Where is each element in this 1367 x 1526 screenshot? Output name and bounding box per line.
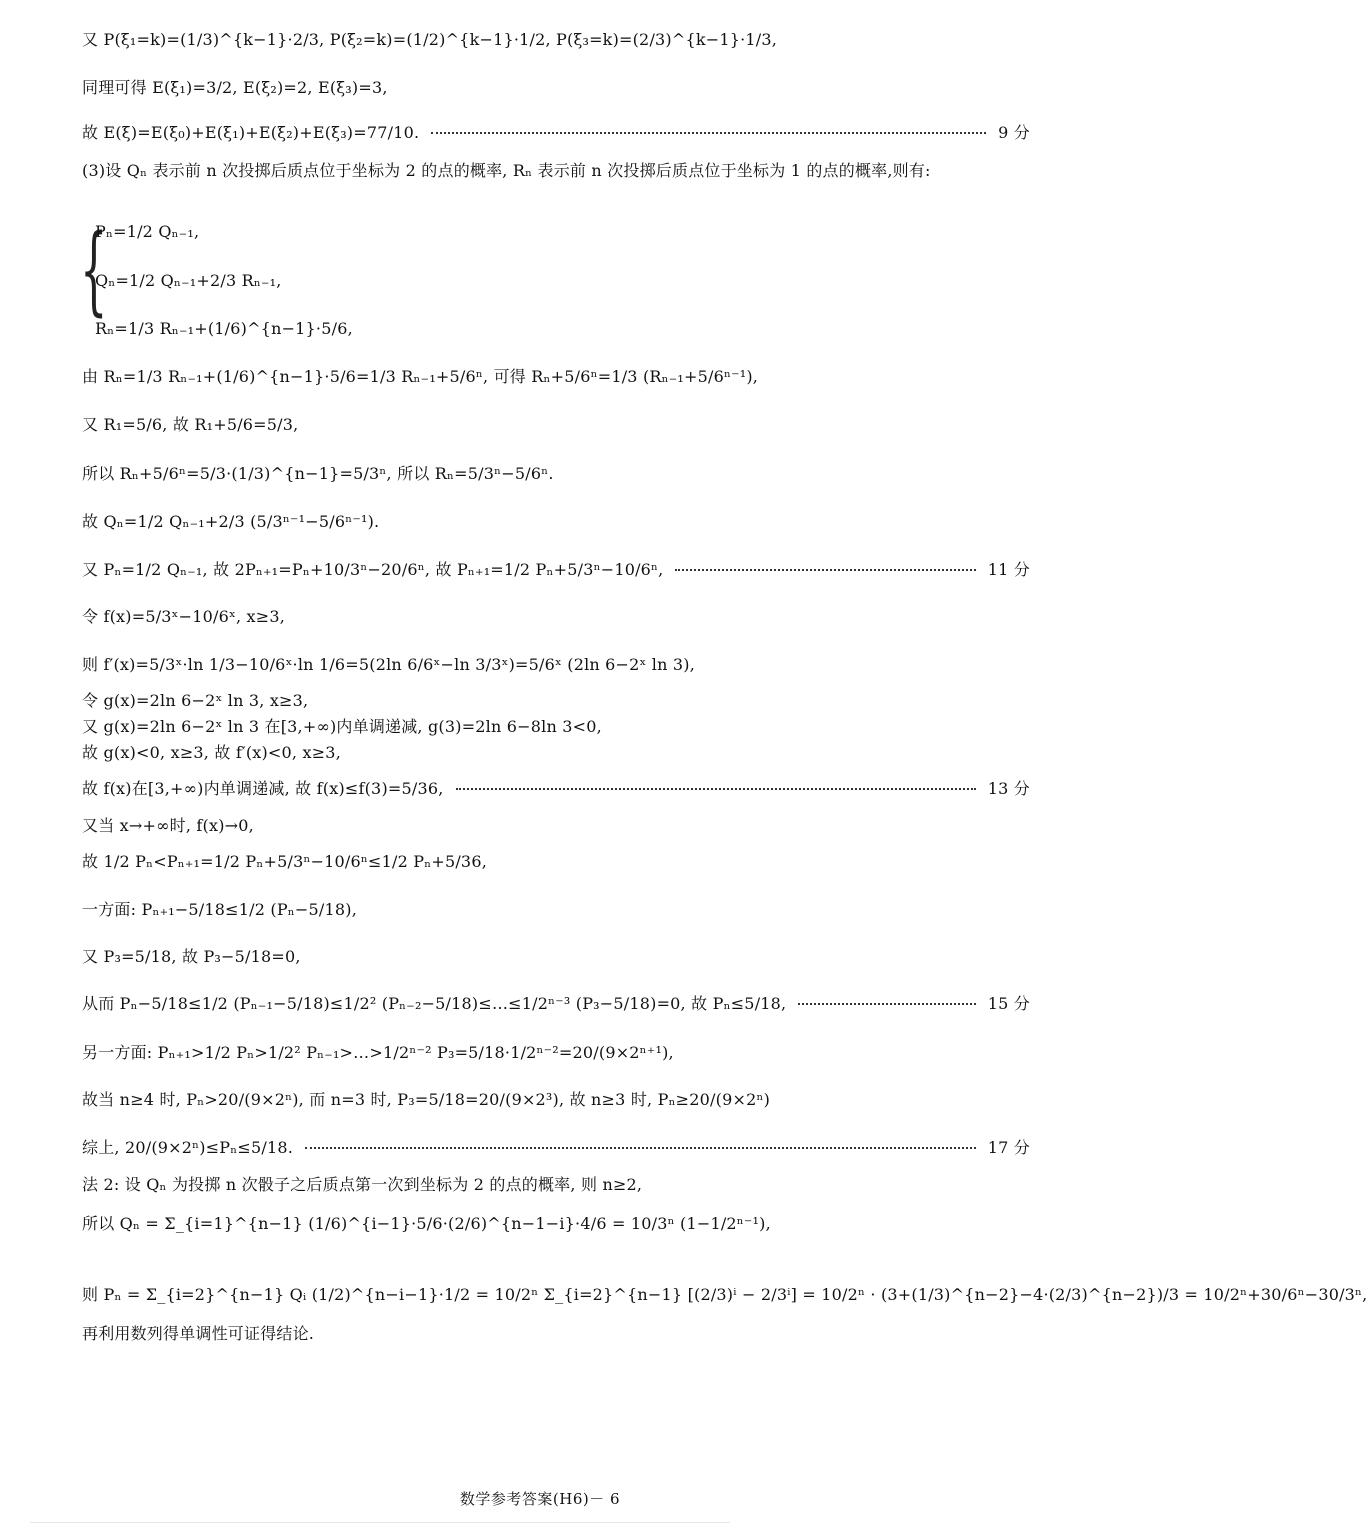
leader-dots	[305, 1147, 976, 1149]
line-15: 令 g(x)=2ln 6−2ˣ ln 3, x≥3,	[82, 691, 309, 710]
line-11: 故 Qₙ=1/2 Qₙ₋₁+2/3 (5/3ⁿ⁻¹−5/6ⁿ⁻¹).	[82, 512, 380, 531]
leader-dots	[798, 1003, 975, 1005]
line-25: 故当 n≥4 时, Pₙ>20/(9×2ⁿ), 而 n=3 时, P₃=5/18=20/(9×2³), 故 n≥3 时, Pₙ≥20/(9×2ⁿ)	[82, 1090, 771, 1109]
system-brace: {	[80, 214, 108, 326]
line-14: 则 f′(x)=5/3ˣ·ln 1/3−10/6ˣ·ln 1/6=5(2ln 6/6ˣ−ln 3/3ˣ)=5/6ˣ (2ln 6−2ˣ ln 3),	[82, 655, 696, 674]
line-13: 令 f(x)=5/3ˣ−10/6ˣ, x≥3,	[82, 607, 286, 626]
leader-dots	[675, 569, 975, 571]
line-18: 故 f(x)在[3,+∞)内单调递减, 故 f(x)≤f(3)=5/36, 13 分	[82, 776, 1030, 802]
page-footer: 数学参考答案(H6)－ 6	[459, 1490, 621, 1508]
system-line-1: Pₙ=1/2 Qₙ₋₁,	[95, 222, 200, 241]
line-24: 另一方面: Pₙ₊₁>1/2 Pₙ>1/2² Pₙ₋₁>…>1/2ⁿ⁻² P₃=5/18·1/2ⁿ⁻²=20/(9×2ⁿ⁺¹),	[82, 1043, 674, 1062]
score-label: 15 分	[987, 994, 1030, 1013]
line-20: 故 1/2 Pₙ<Pₙ₊₁=1/2 Pₙ+5/3ⁿ−10/6ⁿ≤1/2 Pₙ+5/36,	[82, 852, 487, 871]
line-3: 故 E(ξ)=E(ξ₀)+E(ξ₁)+E(ξ₂)+E(ξ₃)=77/10. 9 分	[82, 120, 1030, 146]
line-12: 又 Pₙ=1/2 Qₙ₋₁, 故 2Pₙ₊₁=Pₙ+10/3ⁿ−20/6ⁿ, 故 Pₙ₊₁=1/2 Pₙ+5/3ⁿ−10/6ⁿ, 11 分	[82, 557, 1030, 583]
line-28: 所以 Qₙ = Σ_{i=1}^{n−1} (1/6)^{i−1}·5/6·(2/6)^{n−1−i}·4/6 = 10/3ⁿ (1−1/2ⁿ⁻¹),	[82, 1214, 771, 1233]
line-22: 又 P₃=5/18, 故 P₃−5/18=0,	[82, 947, 301, 966]
line-30: 再利用数列得单调性可证得结论.	[82, 1324, 315, 1343]
line-16: 又 g(x)=2ln 6−2ˣ ln 3 在[3,+∞)内单调递减, g(3)=2ln 6−8ln 3<0,	[82, 717, 602, 736]
line-23: 从而 Pₙ−5/18≤1/2 (Pₙ₋₁−5/18)≤1/2² (Pₙ₋₂−5/18)≤…≤1/2ⁿ⁻³ (P₃−5/18)=0, 故 Pₙ≤5/18, 15 分	[82, 991, 1030, 1017]
line-1: 又 P(ξ₁=k)=(1/3)^{k−1}·2/3, P(ξ₂=k)=(1/2)^{k−1}·1/2, P(ξ₃=k)=(2/3)^{k−1}·1/3,	[82, 30, 778, 49]
line-8: 由 Rₙ=1/3 Rₙ₋₁+(1/6)^{n−1}·5/6=1/3 Rₙ₋₁+5/6ⁿ, 可得 Rₙ+5/6ⁿ=1/3 (Rₙ₋₁+5/6ⁿ⁻¹),	[82, 367, 759, 386]
line-26: 综上, 20/(9×2ⁿ)≤Pₙ≤5/18. 17 分	[82, 1135, 1030, 1161]
score-label: 11 分	[987, 560, 1030, 579]
line-10: 所以 Rₙ+5/6ⁿ=5/3·(1/3)^{n−1}=5/3ⁿ, 所以 Rₙ=5/3ⁿ−5/6ⁿ.	[82, 464, 554, 483]
line-4: (3)设 Qₙ 表示前 n 次投掷后质点位于坐标为 2 的点的概率, Rₙ 表示前 n 次投掷后质点位于坐标为 1 的点的概率,则有:	[82, 161, 931, 180]
score-label: 9 分	[998, 123, 1030, 142]
line-17: 故 g(x)<0, x≥3, 故 f′(x)<0, x≥3,	[82, 743, 341, 762]
system-line-3: Rₙ=1/3 Rₙ₋₁+(1/6)^{n−1}·5/6,	[95, 319, 353, 338]
line-27: 法 2: 设 Qₙ 为投掷 n 次骰子之后质点第一次到坐标为 2 的点的概率, 则 n≥2,	[82, 1175, 643, 1194]
line-9: 又 R₁=5/6, 故 R₁+5/6=5/3,	[82, 415, 299, 434]
line-2: 同理可得 E(ξ₁)=3/2, E(ξ₂)=2, E(ξ₃)=3,	[82, 78, 388, 97]
line-21: 一方面: Pₙ₊₁−5/18≤1/2 (Pₙ−5/18),	[82, 900, 357, 919]
score-label: 13 分	[987, 779, 1030, 798]
line-29: 则 Pₙ = Σ_{i=2}^{n−1} Qᵢ (1/2)^{n−i−1}·1/2 = 10/2ⁿ Σ_{i=2}^{n−1} [(2/3)ⁱ − 2/3ⁱ] = 10/2ⁿ · (3+(1/3)^{n−2}−4·(2/3)^{n−2})/3 = 10/2ⁿ+30/6ⁿ−30/3ⁿ,	[82, 1285, 1367, 1304]
system-line-2: Qₙ=1/2 Qₙ₋₁+2/3 Rₙ₋₁,	[95, 271, 282, 290]
line-19: 又当 x→+∞时, f(x)→0,	[82, 816, 254, 835]
bottom-rule	[30, 1522, 730, 1523]
score-label: 17 分	[987, 1138, 1030, 1157]
leader-dots	[431, 132, 986, 134]
leader-dots	[456, 788, 976, 790]
